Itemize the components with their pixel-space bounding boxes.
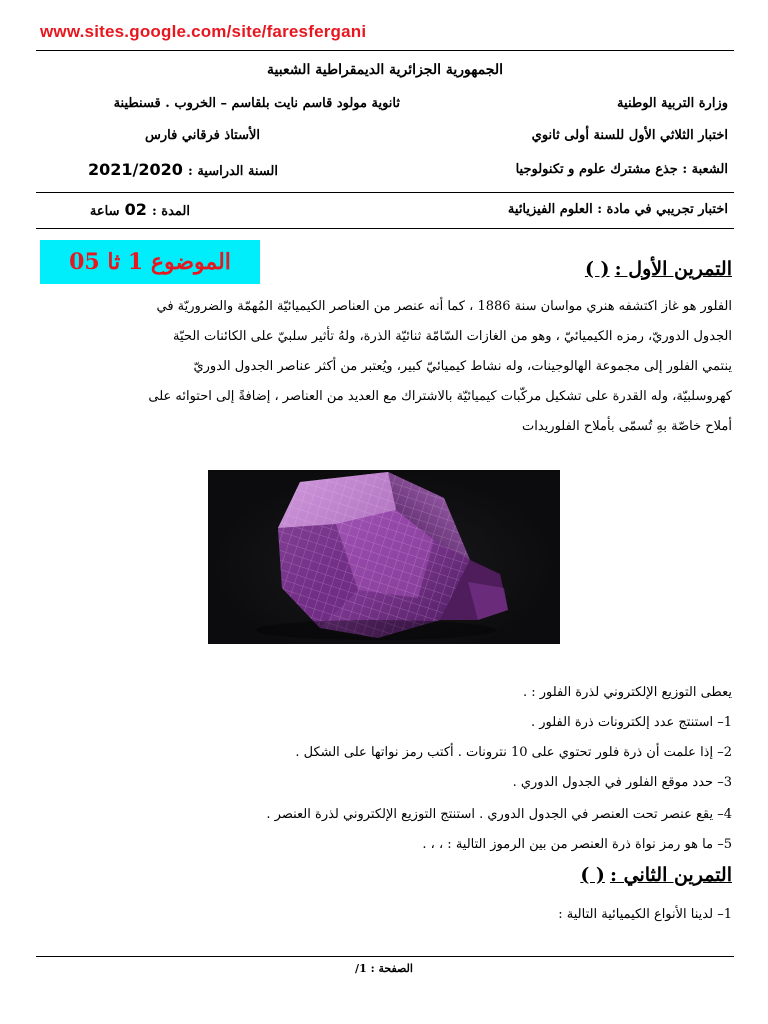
paragraph-line: كهروسلبيّة، وله القدرة على تشكيل مركّبات كيميائيّة بالاشتراك مع العديد من العناصر ، إضافةً إلى احتوائه على <box>148 389 732 404</box>
topic-badge <box>40 240 260 284</box>
republic-title: الجمهورية الجزائرية الديمقراطية الشعبية <box>266 62 503 78</box>
page-number-label: الصفحة : <box>370 962 413 975</box>
exam-title: اختبار الثلاثي الأول للسنة أولى ثانوي <box>531 128 728 143</box>
page-number <box>334 962 434 975</box>
school-name: ثانوية مولود قاسم نايت بلقاسم – الخروب . قسنطينة <box>113 96 400 111</box>
header-divider-3 <box>36 228 734 229</box>
exercise1-paragraph <box>34 292 732 442</box>
footer-divider <box>36 956 734 957</box>
teacher-name: الأستاذ فرقاني فارس <box>145 128 260 143</box>
header-divider <box>36 50 734 51</box>
header-divider-2 <box>36 192 734 193</box>
exercise2-question-1: 1– لدينا الأنواع الكيميائية التالية : <box>558 907 732 922</box>
duration-unit: ساعة <box>89 204 120 219</box>
page-number-value: 1/ <box>355 962 367 975</box>
paragraph-line: الجدول الدوريّ، رمزه الكيميائيّ ، وهو من الغازات السّامّة ثنائيّة الذرة، ولهُ تأثير سلبيّ على الكائنات الحيّة <box>173 329 732 344</box>
exercise1-points: ( ) <box>584 258 610 280</box>
question-intro: يعطى التوزيع الإلكتروني لذرة الفلور : . <box>522 685 732 700</box>
topic-badge-text: الموضوع 1 ثا 05 <box>69 249 231 275</box>
exercise2-title: التمرين الثاني : <box>610 864 732 886</box>
duration-value: 02 <box>124 200 147 219</box>
exercise2-points: ( ) <box>580 864 605 886</box>
question-1: 1– استنتج عدد إلكترونات ذرة الفلور . <box>530 715 732 730</box>
question-2: 2– إذا علمت أن ذرة فلور تحتوي على 10 نترونات . أكتب رمز نواتها على الشكل . <box>295 745 732 760</box>
paragraph-line: الفلور هو غاز اكتشفه هنري مواسان سنة 1886 ، كما أنه عنصر من العناصر الكيميائيّة المُهمّة والضروريّة في <box>156 299 732 314</box>
question-3: 3– حدد موقع الفلور في الجدول الدوري . <box>512 775 732 790</box>
question-5: 5– ما هو رمز نواة ذرة العنصر من بين الرموز التالية : ، ، . <box>422 837 732 852</box>
exercise1-heading <box>585 258 732 280</box>
duration-label: المدة : <box>151 204 190 219</box>
exercise1-title: التمرين الأول : <box>614 258 732 280</box>
fluorite-crystal-image <box>208 470 560 644</box>
exercise2-heading <box>580 864 732 886</box>
paragraph-line: أملاح خاصّة بهِ تُسمّى بأملاح الفلوريدات <box>522 419 732 434</box>
site-url[interactable]: www.sites.google.com/site/faresfergani <box>40 22 367 41</box>
stream-label: الشعبة : جذع مشترك علوم و تكنولوجيا <box>515 162 728 177</box>
fluorite-crystal-photo <box>208 470 560 644</box>
ministry-label: وزارة التربية الوطنية <box>617 96 728 111</box>
question-4: 4– يقع عنصر تحت العنصر في الجدول الدوري . استنتج التوزيع الإلكتروني لذرة العنصر . <box>266 807 732 822</box>
school-year-label: السنة الدراسية : <box>188 164 278 179</box>
paragraph-line: ينتمي الفلور إلى مجموعة الهالوجينات، وله نشاط كيميائيّ كبير، ويُعتبر من أكثر عناصر الجدول الدوريّ <box>193 359 732 374</box>
subject-label: اختبار تجريبي في مادة : العلوم الفيزيائية <box>507 202 728 217</box>
school-year-value: 2021/2020 <box>88 160 183 179</box>
duration <box>50 200 190 219</box>
school-year <box>58 160 278 179</box>
